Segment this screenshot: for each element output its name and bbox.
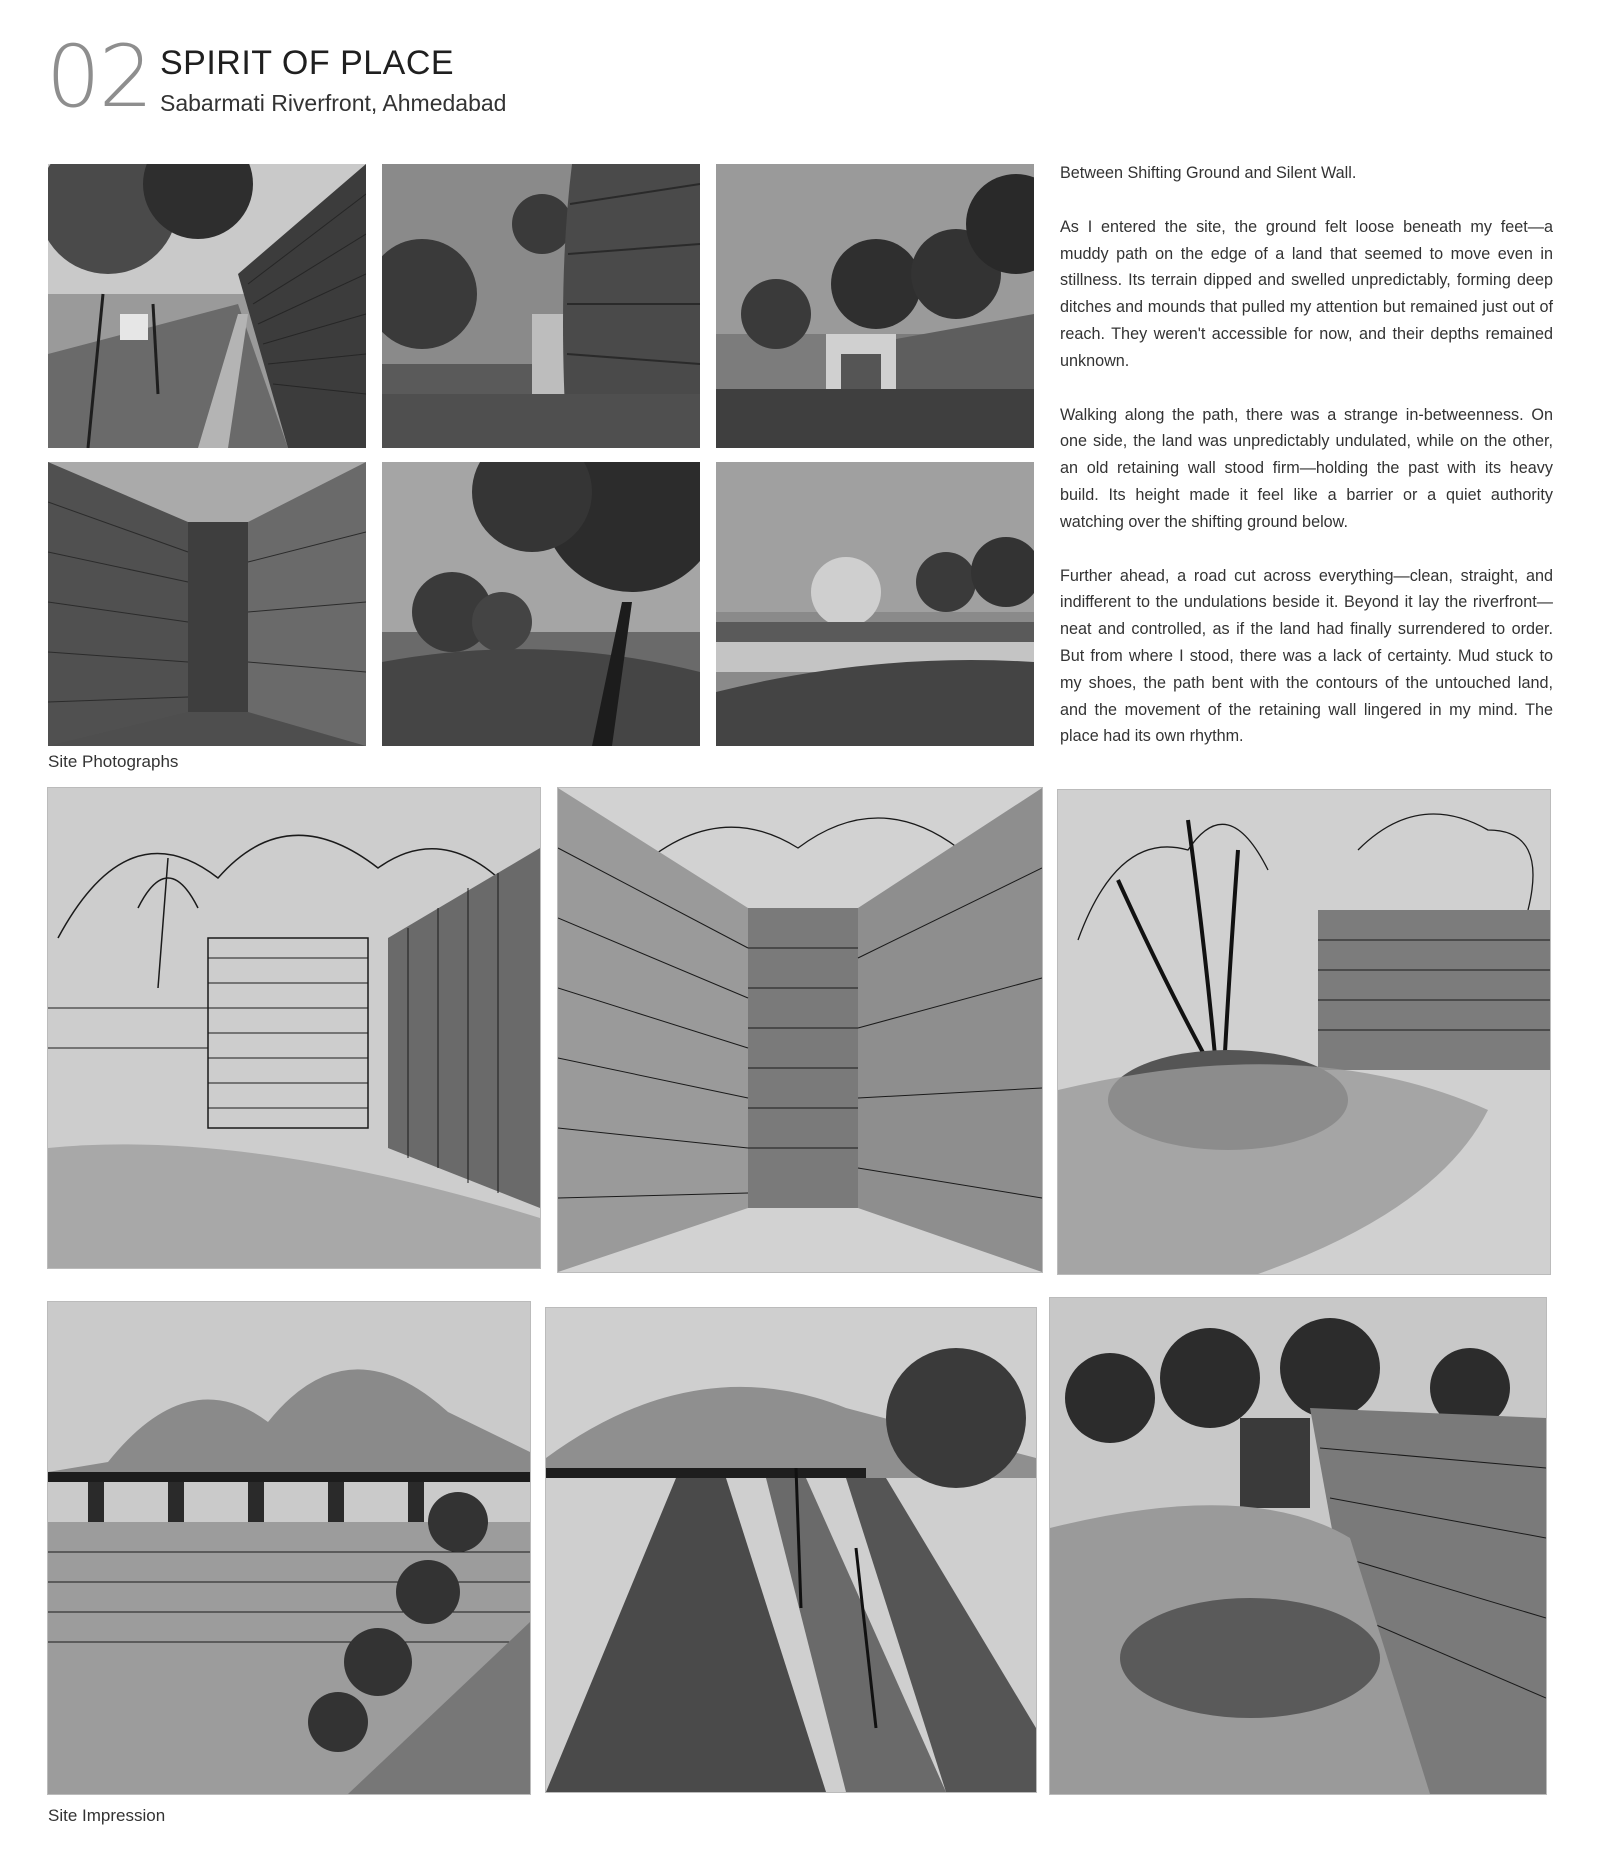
site-photo-2 bbox=[382, 164, 700, 448]
site-sketch-1 bbox=[48, 788, 540, 1268]
essay-paragraph-1: As I entered the site, the ground felt loose beneath my feet—a muddy path on the edge of a land that seemed to move even in stillness. Its terrain dipped and swelled unpredictably, forming deep ditches and mounds that pulled my attention but remained just out of reach. They weren't accessible for now, and their depths remained unknown. bbox=[1060, 217, 1553, 370]
essay-heading: Between Shifting Ground and Silent Wall. bbox=[1060, 164, 1357, 182]
site-sketch-6 bbox=[1050, 1298, 1546, 1794]
photos-caption: Site Photographs bbox=[48, 752, 179, 771]
site-photo-6 bbox=[716, 462, 1034, 746]
site-photo-4 bbox=[48, 462, 366, 746]
essay-paragraph-3: Further ahead, a road cut across everything—clean, straight, and indifferent to the undulations beside it. Beyond it lay the riverfront—neat and controlled, as if the land had finally surrendered to order. But from where I stood, there was a lack of certainty. Mud stuck to my shoes, the path bent with the contours of the untouched land, and the movement of the retaining wall lingered in my mind. The place had its own rhythm. bbox=[1060, 566, 1553, 746]
sketches-caption: Site Impression bbox=[48, 1806, 166, 1825]
essay-paragraph-2: Walking along the path, there was a strange in-betweenness. On one side, the land was unpredictably undulated, while on the other, an old retaining wall stood firm—holding the past with its heavy build. Its height made it feel like a barrier or a quiet authority watching over the shifting ground below. bbox=[1060, 405, 1553, 531]
site-sketch-2 bbox=[558, 788, 1042, 1272]
page-title: SPIRIT OF PLACE bbox=[160, 44, 455, 82]
essay bbox=[1060, 160, 1553, 777]
site-sketch-5 bbox=[546, 1308, 1036, 1792]
site-sketch-4 bbox=[48, 1302, 530, 1794]
site-photo-1 bbox=[48, 164, 366, 448]
section-number: 02 bbox=[46, 27, 152, 127]
site-photo-3 bbox=[716, 164, 1034, 448]
page-subtitle: Sabarmati Riverfront, Ahmedabad bbox=[160, 90, 507, 116]
site-sketch-3 bbox=[1058, 790, 1550, 1274]
site-photo-5 bbox=[382, 462, 700, 746]
